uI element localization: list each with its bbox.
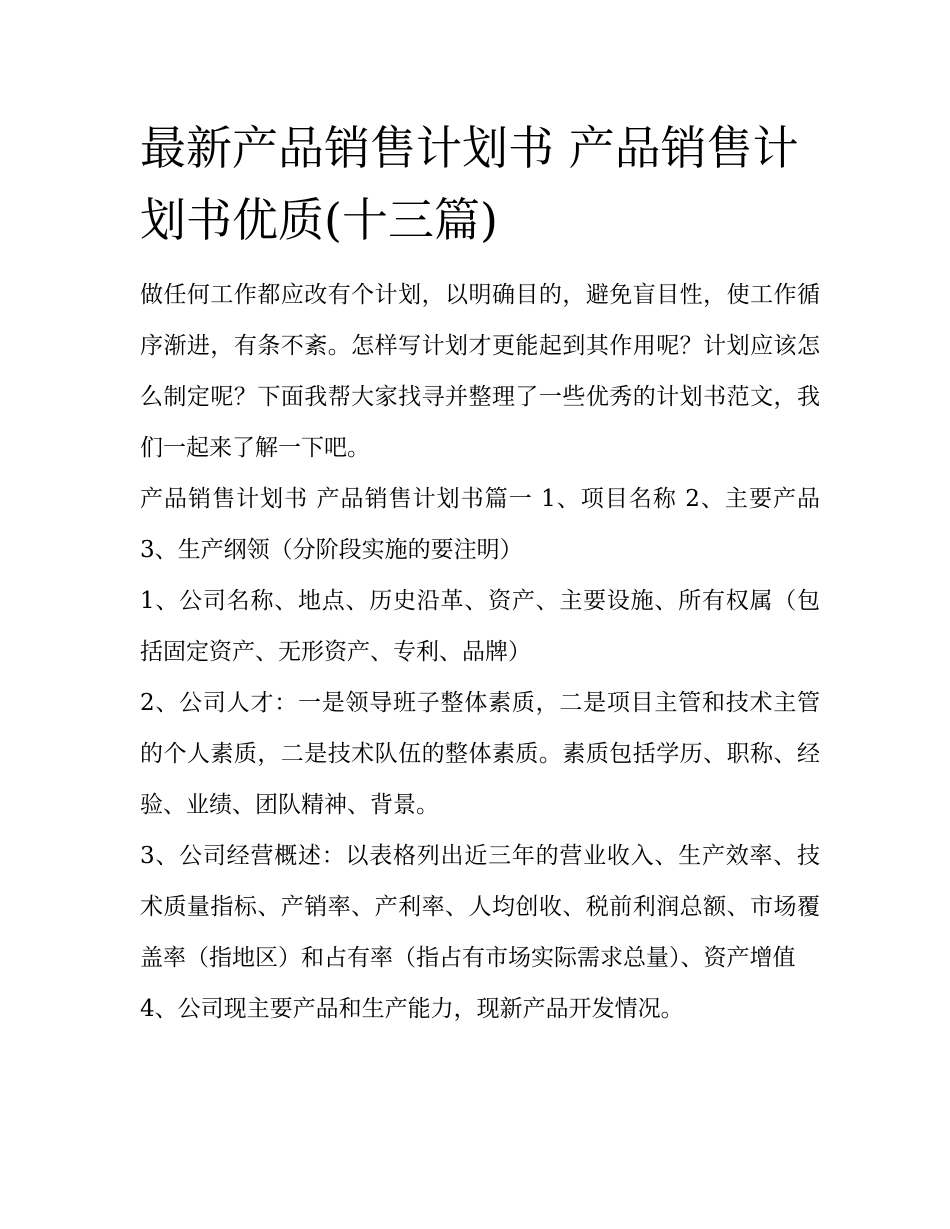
document-title: 最新产品销售计划书 产品销售计划书优质(十三篇) [140, 121, 799, 247]
paragraph-business-overview: 3、公司经营概述：以表格列出近三年的营业收入、生产效率、技术质量指标、产销率、产利率、人均创收、税前利润总额、市场覆盖率（指地区）和占有率（指占有市场实际需求总量）、资产增值 [140, 843, 820, 971]
paragraph-products-capacity: 4、公司现主要产品和生产能力，现新产品开发情况。 [140, 996, 684, 1022]
paragraph-company-talent: 2、公司人才：一是领导班子整体素质，二是项目主管和技术主管的个人素质，二是技术队伍的整体素质。素质包括学历、职称、经验、业绩、团队精神、背景。 [140, 690, 820, 818]
paragraph-section-one: 产品销售计划书 产品销售计划书篇一 1、项目名称 2、主要产品 3、生产纲领（分阶段实施的要注明） [140, 486, 820, 563]
paragraph-company-info: 1、公司名称、地点、历史沿革、资产、主要设施、所有权属（包括固定资产、无形资产、专利、品牌） [140, 588, 820, 665]
document-body [140, 112, 820, 1035]
paragraph-intro: 做任何工作都应改有个计划，以明确目的，避免盲目性，使工作循序渐进，有条不紊。怎样写计划才更能起到其作用呢？计划应该怎么制定呢？下面我帮大家找寻并整理了一些优秀的计划书范文，我们一起来了解一下吧。 [140, 282, 820, 461]
